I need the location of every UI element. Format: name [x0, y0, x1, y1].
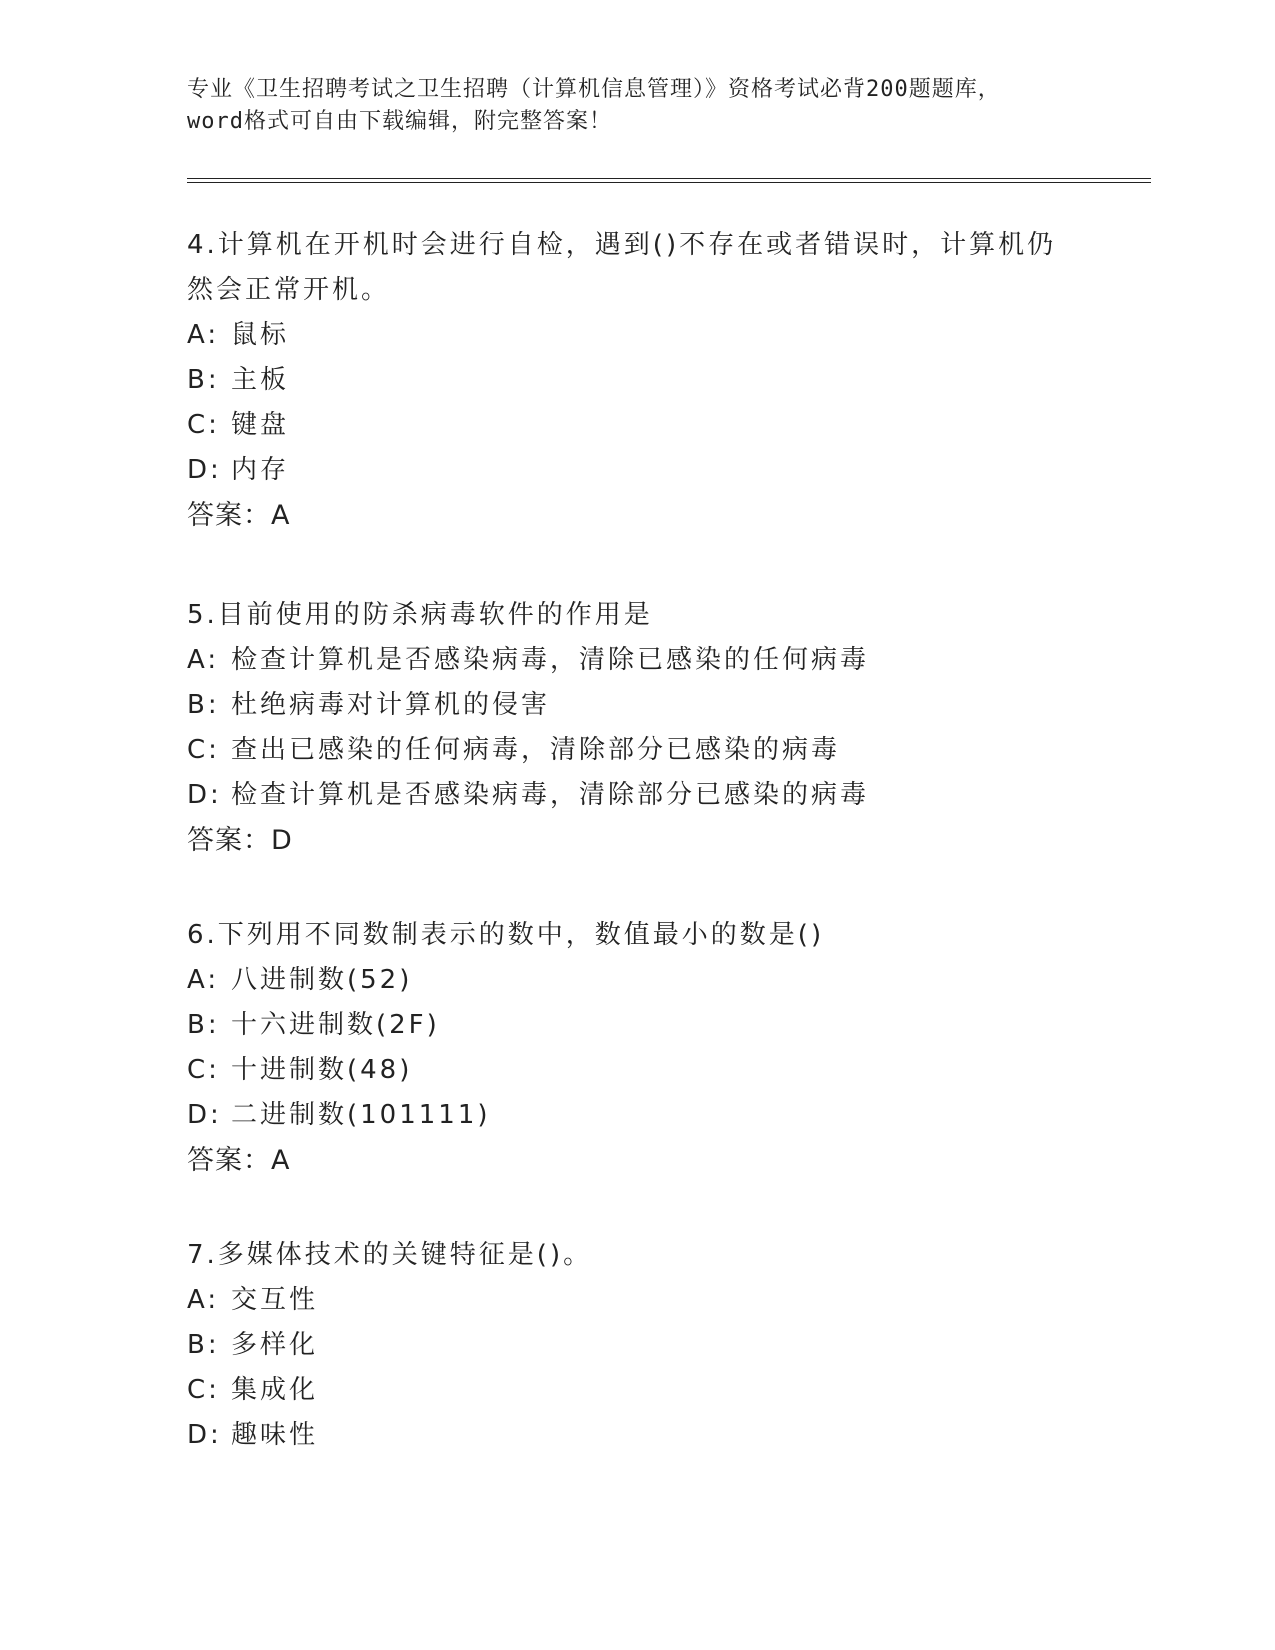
option-c	[187, 403, 1107, 448]
option-text: 内存	[231, 455, 290, 485]
option-d	[187, 1093, 1107, 1138]
option-text: 趣味性	[231, 1420, 319, 1450]
option-d	[187, 1413, 1107, 1458]
header-line-2: word格式可自由下载编辑，附完整答案！	[187, 109, 612, 134]
option-letter: A:	[187, 1285, 220, 1315]
option-letter: B:	[187, 1330, 220, 1360]
question-stem-line: 然会正常开机。	[187, 275, 391, 305]
option-letter: B:	[187, 1010, 220, 1040]
option-text: 检查计算机是否感染病毒，清除已感染的任何病毒	[231, 645, 870, 675]
question-stem-line: 5.目前使用的防杀病毒软件的作用是	[187, 600, 653, 630]
header-double-rule	[187, 178, 1151, 183]
option-letter: A:	[187, 320, 220, 350]
option-text: 十六进制数(2F)	[231, 1010, 440, 1040]
option-text: 多样化	[231, 1330, 319, 1360]
option-d	[187, 773, 1107, 818]
option-text: 十进制数(48)	[231, 1055, 413, 1085]
question-7	[187, 1233, 1107, 1458]
answer-line: 答案：A	[187, 1145, 291, 1176]
question-stem-line: 6.下列用不同数制表示的数中，数值最小的数是()	[187, 920, 825, 950]
option-b	[187, 1323, 1107, 1368]
option-text: 集成化	[231, 1375, 319, 1405]
option-b	[187, 1003, 1107, 1048]
option-text: 杜绝病毒对计算机的侵害	[231, 690, 551, 720]
option-c	[187, 1368, 1107, 1413]
option-text: 八进制数(52)	[231, 965, 413, 995]
header-line-1: 专业《卫生招聘考试之卫生招聘（计算机信息管理）》资格考试必背200题题库，	[187, 77, 1001, 102]
option-letter: D:	[187, 455, 222, 485]
option-text: 主板	[231, 365, 290, 395]
option-a	[187, 958, 1107, 1003]
option-c	[187, 1048, 1107, 1093]
option-text: 键盘	[231, 410, 290, 440]
question-6	[187, 913, 1107, 1183]
option-letter: C:	[187, 735, 220, 765]
option-letter: B:	[187, 365, 220, 395]
option-letter: C:	[187, 1055, 220, 1085]
option-letter: A:	[187, 965, 220, 995]
option-text: 检查计算机是否感染病毒，清除部分已感染的病毒	[231, 780, 870, 810]
question-stem-line: 7.多媒体技术的关键特征是()。	[187, 1240, 593, 1270]
option-a	[187, 638, 1107, 683]
question-5	[187, 593, 1107, 863]
question-4	[187, 223, 1107, 538]
option-a	[187, 1278, 1107, 1323]
option-c	[187, 728, 1107, 773]
question-stem-line: 4.计算机在开机时会进行自检，遇到()不存在或者错误时，计算机仍	[187, 230, 1057, 260]
document-header	[187, 74, 1087, 138]
option-b	[187, 358, 1107, 403]
option-a	[187, 313, 1107, 358]
option-text: 鼠标	[231, 320, 290, 350]
option-b	[187, 683, 1107, 728]
option-letter: B:	[187, 690, 220, 720]
option-letter: D:	[187, 1100, 222, 1130]
answer-line: 答案：A	[187, 500, 291, 531]
option-letter: D:	[187, 1420, 222, 1450]
option-letter: C:	[187, 1375, 220, 1405]
option-text: 二进制数(101111)	[231, 1100, 491, 1130]
option-letter: D:	[187, 780, 222, 810]
option-d	[187, 448, 1107, 493]
option-text: 查出已感染的任何病毒，清除部分已感染的病毒	[231, 735, 841, 765]
option-letter: A:	[187, 645, 220, 675]
option-text: 交互性	[231, 1285, 319, 1315]
option-letter: C:	[187, 410, 220, 440]
answer-line: 答案：D	[187, 825, 293, 856]
